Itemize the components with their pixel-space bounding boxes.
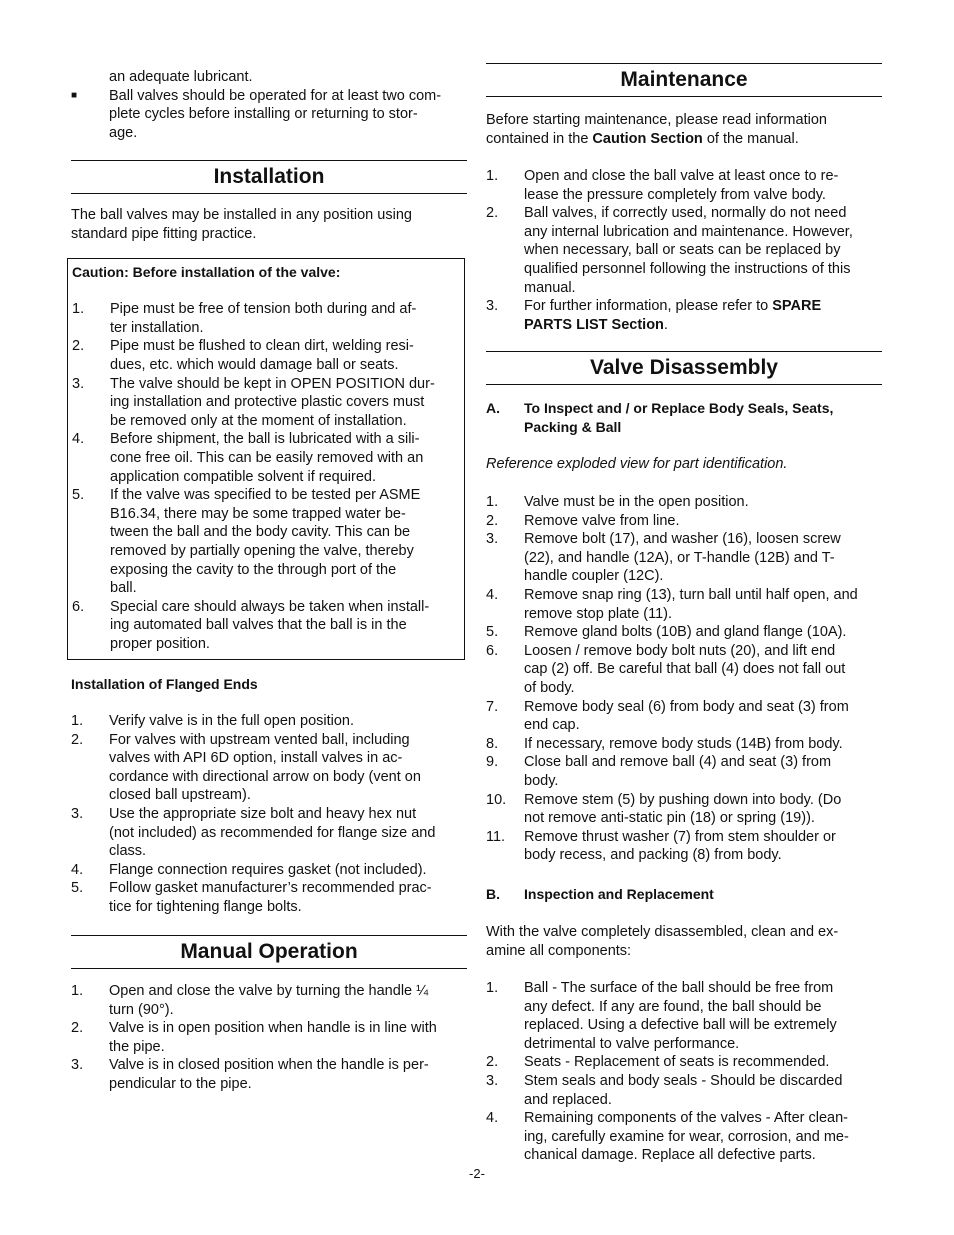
- list-text: Use the appropriate size bolt and heavy hex nut (not included) as recommended for flange size and class.: [109, 805, 436, 860]
- disassembly-list: [486, 493, 882, 865]
- list-number: 4.: [486, 586, 499, 603]
- list-text: Valve is in open position when handle is in line with the pipe.: [109, 1020, 437, 1055]
- list-item: [486, 828, 882, 865]
- list-item: [71, 879, 467, 916]
- list-number: 7.: [486, 698, 499, 715]
- list-item: [486, 297, 882, 334]
- list-item: [72, 300, 456, 337]
- section-a-title-text: To Inspect and / or Replace Body Seals, Seats, Packing & Ball: [524, 400, 834, 435]
- installation-text: The ball valves may be installed in any position using standard pipe fitting practice.: [71, 207, 412, 242]
- list-item: [486, 735, 882, 754]
- list-number: 2.: [486, 205, 499, 222]
- list-text: Stem seals and body seals - Should be discarded and replaced.: [524, 1072, 843, 1108]
- list-number: 3.: [486, 1072, 499, 1089]
- list-text: Remove snap ring (13), turn ball until half open, and remove stop plate (11).: [524, 586, 858, 622]
- list-item: [71, 861, 467, 880]
- list-text: Seats - Replacement of seats is recommended.: [524, 1054, 830, 1071]
- list-number: 4.: [71, 861, 84, 878]
- maintenance-intro: [486, 111, 882, 148]
- list-text: Close ball and remove ball (4) and seat (3) from body.: [524, 754, 832, 789]
- list-text: Remove gland bolts (10B) and gland flange (10A).: [524, 624, 847, 641]
- list-item: [72, 337, 456, 374]
- intro-continuation: [71, 68, 467, 142]
- caution-box: [67, 258, 465, 660]
- list-number: 5.: [486, 624, 499, 641]
- list-text: For valves with upstream vented ball, including valves with API 6D option, install valves in ac- cordance with directional arrow on body (vent on closed ball upstream).: [109, 731, 421, 804]
- list-number: 2.: [486, 1054, 499, 1071]
- intro-cont-text: an adequate lubricant.: [109, 69, 253, 85]
- list-number: 2.: [72, 338, 85, 355]
- list-text: Pipe must be free of tension both during and af- ter installation.: [110, 301, 417, 336]
- caution-title: Caution: Before installation of the valve:: [72, 264, 341, 280]
- list-item: [486, 167, 882, 204]
- list-number: 4.: [486, 1110, 499, 1127]
- list-number: 1.: [72, 301, 85, 318]
- list-item: [71, 982, 467, 1019]
- list-item: [486, 586, 882, 623]
- list-number: 3.: [71, 1057, 84, 1074]
- list-number: 6.: [486, 642, 499, 659]
- intro-bullet-item: [71, 87, 467, 143]
- list-number: 3.: [486, 298, 499, 315]
- list-text: Open and close the ball valve at least once to re- lease the pressure completely from valve body.: [524, 168, 839, 203]
- list-item: [71, 1056, 467, 1093]
- list-item: [486, 1053, 882, 1072]
- section-b-letter: B.: [486, 886, 500, 902]
- installation-heading: Installation: [71, 160, 467, 194]
- list-item: [72, 375, 456, 431]
- section-b-title: [486, 885, 882, 904]
- list-number: 2.: [71, 731, 84, 748]
- list-text: For further information, please refer to: [524, 298, 773, 315]
- flanged-ends-list: [71, 712, 467, 917]
- list-text: Ball - The surface of the ball should be free from any defect. If any are found, the ball should be replaced. Using a defective ball will be extremely detrimental to valve performance.: [524, 980, 837, 1052]
- list-text: Flange connection requires gasket (not included).: [109, 861, 427, 878]
- list-item: [71, 1019, 467, 1056]
- spare-parts-ref: SPARE PARTS LIST Section: [524, 298, 822, 333]
- list-item: [71, 731, 467, 805]
- list-number: 1.: [486, 980, 499, 996]
- manual-operation-heading: Manual Operation: [71, 935, 467, 969]
- list-text: Verify valve is in the full open position.: [109, 713, 355, 729]
- list-item: [72, 430, 456, 486]
- list-text: Open and close the valve by turning the handle ¼ turn (90°).: [109, 983, 429, 1018]
- list-number: 2.: [71, 1020, 84, 1037]
- list-number: 1.: [71, 983, 84, 999]
- list-item: [486, 791, 882, 828]
- list-number: 1.: [486, 494, 499, 510]
- list-item: [486, 979, 882, 1053]
- list-item: [486, 698, 882, 735]
- list-number: 10.: [486, 791, 507, 808]
- list-number: 1.: [486, 168, 499, 184]
- list-text: Valve is in closed position when the handle is per- pendicular to the pipe.: [109, 1057, 429, 1092]
- reference-note: Reference exploded view for part identification.: [486, 456, 788, 472]
- list-item: [486, 753, 882, 790]
- list-item: [72, 486, 456, 598]
- list-number: 3.: [71, 805, 84, 822]
- maintenance-list: [486, 167, 882, 334]
- list-number: 1.: [71, 713, 84, 729]
- maintenance-heading: Maintenance: [486, 63, 882, 97]
- list-text: Remove body seal (6) from body and seat (3) from end cap.: [524, 698, 849, 734]
- section-a-title: [486, 399, 882, 436]
- list-text: Pipe must be flushed to clean dirt, welding resi- dues, etc. which would damage ball or seats.: [110, 338, 414, 373]
- manual-operation-list: [71, 982, 467, 1094]
- valve-disassembly-heading: Valve Disassembly: [486, 351, 882, 385]
- list-number: 5.: [72, 487, 85, 504]
- list-text: If necessary, remove body studs (14B) from body.: [524, 735, 843, 752]
- list-text: Remove stem (5) by pushing down into body. (Do not remove anti-static pin (18) or spring (19)).: [524, 791, 842, 827]
- list-number: 4.: [72, 431, 85, 448]
- list-text: Before shipment, the ball is lubricated with a sili- cone free oil. This can be easily removed with an application compatible solvent if required.: [110, 431, 424, 485]
- intro-bullet-text: Ball valves should be operated for at least two com- plete cycles before installing or returning to stor- age.: [109, 87, 442, 141]
- list-number: 9.: [486, 754, 499, 771]
- list-number: 2.: [486, 512, 499, 529]
- list-item: [486, 493, 882, 512]
- list-item: [486, 530, 882, 586]
- list-item: [71, 712, 467, 731]
- list-number: 5.: [71, 880, 84, 897]
- list-item: [486, 204, 882, 297]
- list-item: [486, 642, 882, 698]
- list-text: Valve must be in the open position.: [524, 494, 749, 510]
- list-item: [486, 623, 882, 642]
- page-number: -2-: [469, 1166, 485, 1181]
- list-text: The valve should be kept in OPEN POSITION dur- ing installation and protective plastic covers must be removed only at the moment of installation.: [110, 375, 435, 429]
- list-text: Remove thrust washer (7) from stem shoulder or body recess, and packing (8) from body.: [524, 828, 836, 864]
- list-number: 3.: [72, 375, 85, 392]
- list-text: If the valve was specified to be tested per ASME B16.34, there may be some trapped water be- tween the ball and the body cavity. This can be removed by partially opening the valve, thereby exposing the cavity to the through port of the ball.: [110, 487, 421, 597]
- list-text: Ball valves, if correctly used, normally do not need any internal lubrication and maintenance. However, when necessary, ball or seats can be replaced by qualified personnel following the instructions of this manual.: [524, 205, 853, 296]
- list-item: [72, 598, 456, 654]
- section-b-title-text: Inspection and Replacement: [524, 886, 714, 902]
- list-item: [71, 805, 467, 861]
- maintenance-intro-text: Before starting maintenance, please read information contained in the: [486, 112, 827, 147]
- caution-list: [72, 300, 456, 653]
- list-number: 3.: [486, 531, 499, 548]
- list-text: Special care should always be taken when install- ing automated ball valves that the ball is in the proper position.: [110, 598, 430, 652]
- bullet-icon: ■: [71, 89, 78, 101]
- list-item: [486, 1109, 882, 1165]
- section-a-letter: A.: [486, 400, 500, 416]
- list-number: 11.: [486, 828, 506, 845]
- list-number: 6.: [72, 598, 85, 615]
- section-b-text: With the valve completely disassembled, clean and ex- amine all components:: [486, 924, 839, 959]
- list-text: Remaining components of the valves - After clean- ing, carefully examine for wear, corrosion, and me- chanical damage. Replace all defective parts.: [524, 1110, 849, 1164]
- list-number: 8.: [486, 735, 499, 752]
- list-item: [486, 512, 882, 531]
- maintenance-intro-end: of the manual.: [702, 130, 799, 147]
- inspection-list: [486, 979, 882, 1165]
- list-item: [486, 1072, 882, 1109]
- list-text: Remove bolt (17), and washer (16), loosen screw (22), and handle (12A), or T-handle (12B) and T- handle coupler (12C).: [524, 531, 841, 585]
- list-text: Follow gasket manufacturer’s recommended prac- tice for tightening flange bolts.: [109, 880, 432, 915]
- flanged-ends-title: Installation of Flanged Ends: [71, 676, 258, 692]
- caution-section-ref: Caution Section: [592, 130, 703, 147]
- list-text: Remove valve from line.: [524, 512, 680, 529]
- list-text-end: .: [663, 316, 668, 333]
- list-text: Loosen / remove body bolt nuts (20), and lift end cap (2) off. Be careful that ball (4) does not fall out of body.: [524, 642, 846, 696]
